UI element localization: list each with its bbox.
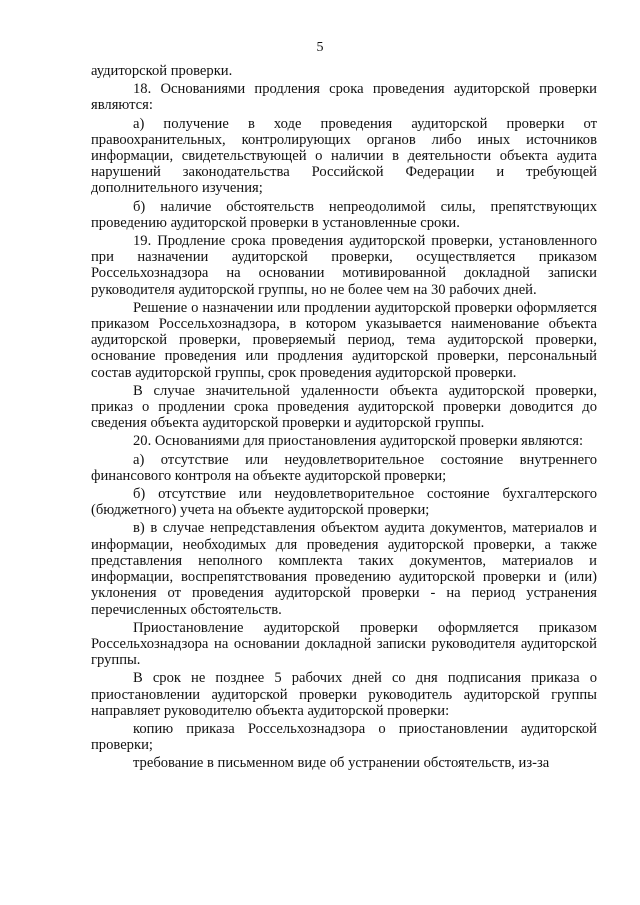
paragraph: 19. Продление срока проведения аудиторской проверки, установленного при назначении аудиторской проверки, осуществляется приказом Россельхознадзора на основании мотивированной докладной записки руководителя аудиторской группы, но не более чем на 30 рабочих дней. [91,233,597,298]
paragraph: аудиторской проверки. [91,63,233,79]
paragraph: в) в случае непредставления объектом аудита документов, материалов и информации, необходимых для проведения аудиторской проверки, а также представления неполного комплекта таких документов, материалов и информации, воспрепятствования проведению аудиторской проверки и (или) уклонения от проведения аудиторской проверки - на период устранения перечисленных обстоятельств. [91,520,597,618]
paragraph: Решение о назначении или продлении аудиторской проверки оформляется приказом Россельхознадзора, в котором указывается наименование объекта аудиторской проверки, проверяемый период, тема аудиторской проверки, основание проведения или продления аудиторской проверки, персональный состав аудиторской группы, срок проведения аудиторской проверки. [91,299,597,381]
paragraph: а) отсутствие или неудовлетворительное состояние внутреннего финансового контроля на объекте аудиторской проверки; [91,451,597,484]
paragraph: б) отсутствие или неудовлетворительное состояние бухгалтерского (бюджетного) учета на объекте аудиторской проверки; [91,486,597,519]
paragraph: копию приказа Россельхознадзора о приостановлении аудиторской проверки; [91,720,597,754]
paragraph: 18. Основаниями продления срока проведения аудиторской проверки являются: [91,81,597,114]
paragraph: В случае значительной удаленности объекта аудиторской проверки, приказ о продлении срока проведения аудиторской проверки доводится до сведения объекта аудиторской проверки и аудиторской группы. [91,382,597,432]
document-body [91,63,597,774]
paragraph: В срок не позднее 5 рабочих дней со дня подписания приказа о приостановлении аудиторской проверки руководитель аудиторской группы направляет руководителю объекта аудиторской проверки: [91,670,597,719]
page-number: 5 [316,40,324,55]
paragraph: а) получение в ходе проведения аудиторской проверки от правоохранительных, контролирующих органов либо иных источников информации, свидетельствующей о наличии в деятельности объекта аудита нарушений законодательства Российской Федерации и требующей дополнительного изучения; [91,115,597,197]
paragraph: 20. Основаниями для приостановления аудиторской проверки являются: [133,433,584,450]
paragraph: требование в письменном виде об устранении обстоятельств, из-за [133,755,550,772]
paragraph: б) наличие обстоятельств непреодолимой силы, препятствующих проведению аудиторской проверки в установленные сроки. [91,198,597,231]
paragraph: Приостановление аудиторской проверки оформляется приказом Россельхознадзора на основании докладной записки руководителя аудиторской группы. [91,619,597,669]
